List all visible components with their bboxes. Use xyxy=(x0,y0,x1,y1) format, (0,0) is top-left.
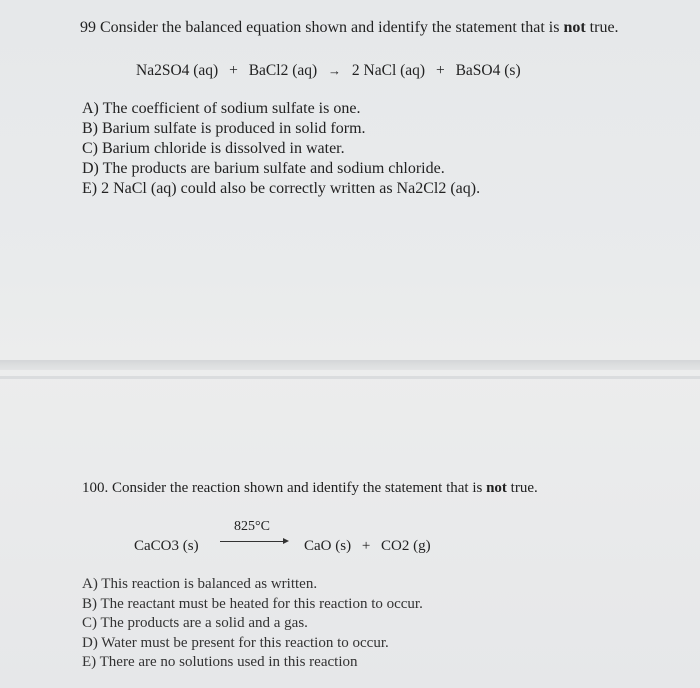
option-a: A) This reaction is balanced as written. xyxy=(82,576,318,592)
page-divider xyxy=(0,360,700,370)
equation-reactant-2: BaCl2 (aq) xyxy=(248,62,318,79)
option-e: E) There are no solutions used in this reaction xyxy=(82,654,358,670)
option-d: D) The products are barium sulfate and sodium chloride. xyxy=(82,160,445,177)
reaction-arrow-icon xyxy=(220,541,284,542)
question-100-products xyxy=(304,538,438,555)
option-c: C) The products are a solid and a gas. xyxy=(82,615,308,631)
option-a: A) The coefficient of sodium sulfate is one. xyxy=(82,100,361,117)
question-99-title-end: true. xyxy=(585,19,619,36)
reaction-arrow-icon: → xyxy=(328,63,342,78)
equation-product-2: BaSO4 (s) xyxy=(455,62,521,79)
question-100-title-end: true. xyxy=(506,480,538,496)
question-100-options xyxy=(82,575,423,673)
option-d: D) Water must be present for this reaction to occur. xyxy=(82,634,389,651)
page-divider-shadow xyxy=(0,376,700,379)
question-99-title-emphasis: not xyxy=(563,19,586,36)
question-100-title xyxy=(82,480,538,497)
reaction-arrow-head-icon xyxy=(283,538,289,544)
option-c: C) Barium chloride is dissolved in water. xyxy=(82,140,345,157)
question-100-title-text: 100. Consider the reaction shown and identify the statement that is xyxy=(82,480,487,496)
question-99-title-text: 99 Consider the balanced equation shown and identify the statement that is xyxy=(80,19,564,36)
question-99-options xyxy=(82,99,480,199)
option-b: B) The reactant must be heated for this reaction to occur. xyxy=(82,595,423,612)
equation-plus: + xyxy=(361,538,371,554)
option-e: E) 2 NaCl (aq) could also be correctly written as Na2Cl2 (aq). xyxy=(82,180,481,197)
question-99-equation xyxy=(136,62,528,80)
equation-reactant: CaCO3 (s) xyxy=(134,538,199,554)
equation-product-1: 2 NaCl (aq) xyxy=(351,62,426,79)
question-100-title-emphasis: not xyxy=(486,480,507,496)
question-99-title xyxy=(80,19,619,37)
equation-plus: + xyxy=(435,62,445,79)
equation-product-1: CaO (s) xyxy=(304,538,352,554)
reaction-condition: 825°C xyxy=(234,519,270,534)
equation-reactant-1: Na2SO4 (aq) xyxy=(136,62,219,79)
option-b: B) Barium sulfate is produced in solid form. xyxy=(82,120,366,137)
equation-plus: + xyxy=(229,62,238,79)
equation-product-2: CO2 (g) xyxy=(381,538,431,554)
